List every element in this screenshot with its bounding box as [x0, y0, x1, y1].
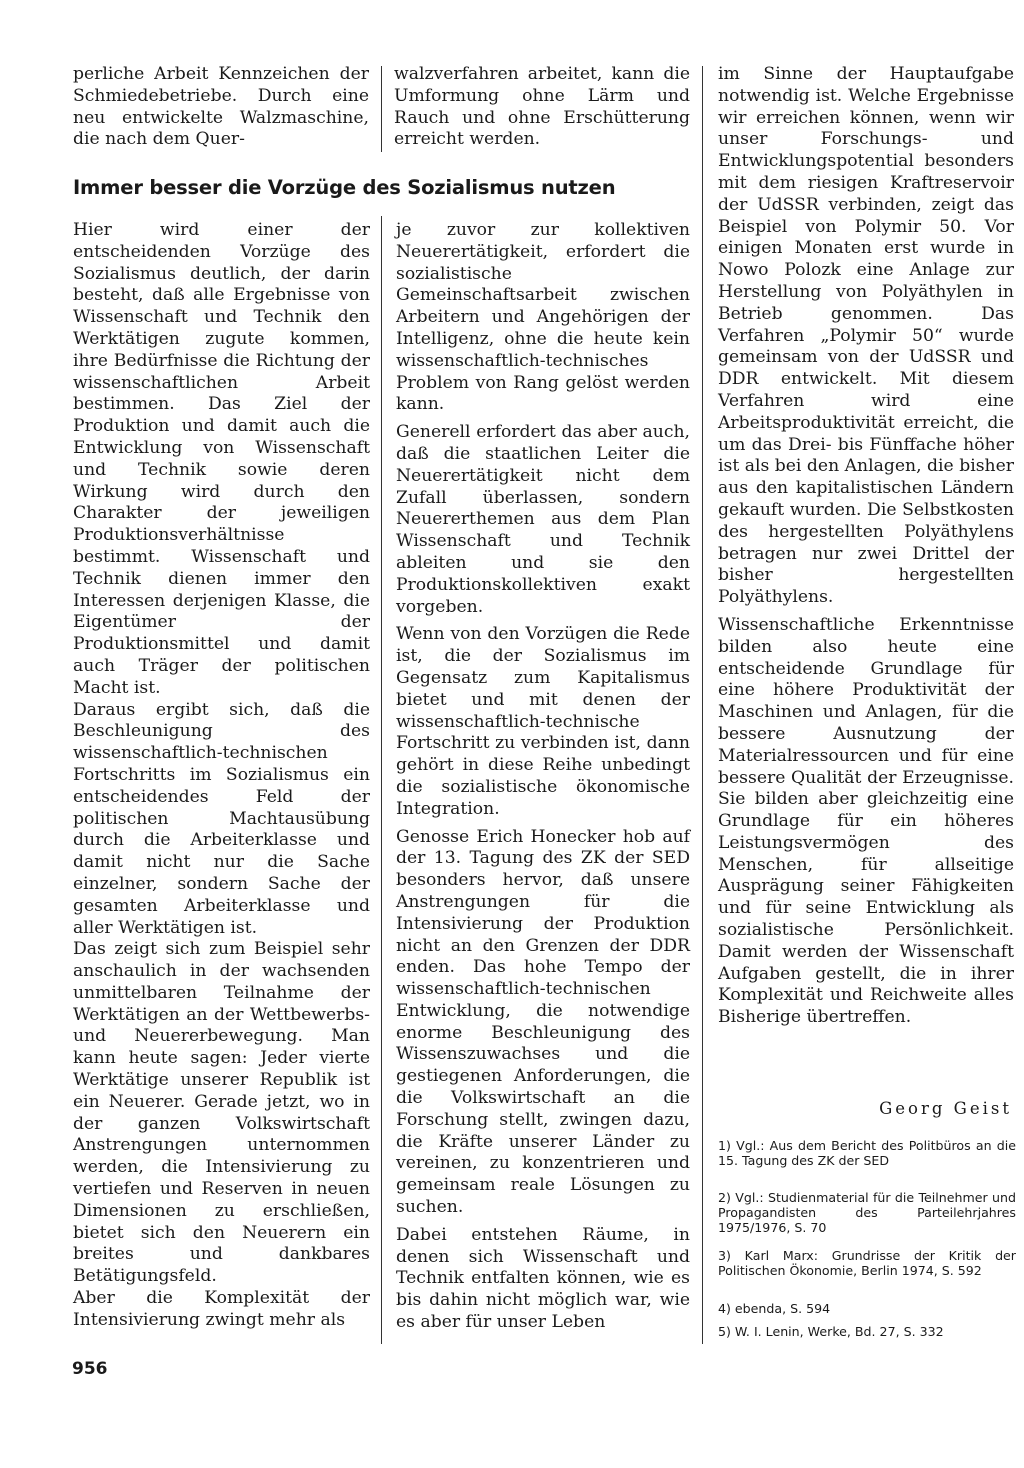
page-number: 956 — [72, 1359, 108, 1379]
column-2 — [396, 220, 690, 1334]
paragraph: Das zeigt sich zum Beispiel sehr anschaulich in der wachsenden unmittelbaren Teilnahme der Werktätigen an der Wettbewerbs- und Neuererbewegung. Man kann heute sagen: Jeder vierte Werktätige unserer Republik ist ein Neuerer. Gerade jetzt, wo in der ganzen Volkswirtschaft Anstrengungen unternommen werden, die Intensivierung zu vertiefen und Reserven in neuen Dimensionen zu erschließen, bietet sich den Neuerern ein breites und dankbares Betätigungsfeld. — [73, 939, 370, 1287]
paragraph: Wenn von den Vorzügen die Rede ist, die der Sozialismus im Gegensatz zum Kapitalismus bietet und mit denen der wissenschaftlich-technische Fortschritt zu verbinden ist, dann gehört in diese Reihe unbedingt die sozialistische ökonomische Integration. — [396, 624, 690, 819]
paragraph: im Sinne der Hauptaufgabe notwendig ist. Welche Ergebnisse wir erreichen können, wenn wir unser Forschungs- und Entwicklungspotential besonders mit dem riesigen Kraftreservoir der UdSSR verbinden, zeigt das Beispiel von Polymir 50. Vor einigen Monaten erst wurde in Nowo Polozk eine Anlage zur Herstellung von Polyäthylen in Betrieb genommen. Das Verfahren „Polymir 50“ wurde gemeinsam von der UdSSR und DDR entwickelt. Mit diesem Verfahren wird eine Arbeitsproduktivität erreicht, die um das Drei- bis Fünffache höher ist als bei den Anlagen, die bisher aus den kapitalistischen Ländern gekauft wurden. Die Selbstkosten des hergestellten Polyäthylens betragen nur zwei Drittel der bisher hergestellten Polyäthylens. — [718, 64, 1014, 608]
paragraph: Wissenschaftliche Erkenntnisse bilden also heute eine entscheidende Grundlage für eine höhere Produktivität der Maschinen und Anlagen, für die bessere Ausnutzung der Materialressourcen und für eine bessere Qualität der Erzeugnisse. Sie bilden aber gleichzeitig eine Grundlage für ein höheres Leistungsvermögen des Menschen, für allseitige Ausprägung seiner Fähigkeiten und für seine Entwicklung als sozialistische Persönlichkeit. Damit werden der Wissenschaft Aufgaben gestellt, die in ihrer Komplexität und Reichweite alles Bisherige übertreffen. — [718, 614, 1014, 1028]
footnote: 2) Vgl.: Studienmaterial für die Teilnehmer und Propagandisten des Parteilehrjahres 1975/1976, S. 70 — [718, 1190, 1016, 1235]
footnote: 1) Vgl.: Aus dem Bericht des Politbüros an die 15. Tagung des ZK der SED — [718, 1138, 1016, 1168]
paragraph: perliche Arbeit Kennzeichen der Schmiedebetriebe. Durch eine neu entwickelte Walzmaschine, die nach dem Quer- — [73, 64, 369, 150]
column-divider — [702, 66, 703, 1344]
footnote: 3) Karl Marx: Grundrisse der Kritik der Politischen Ökonomie, Berlin 1974, S. 592 — [718, 1248, 1016, 1278]
top-paragraph-col1 — [73, 64, 369, 151]
paragraph: Aber die Komplexität der Intensivierung zwingt mehr als — [73, 1288, 370, 1330]
footnote: 5) W. I. Lenin, Werke, Bd. 27, S. 332 — [718, 1324, 944, 1339]
paragraph: Daraus ergibt sich, daß die Beschleunigung des wissenschaftlich-technischen Fortschritts im Sozialismus ein entscheidendes Feld der politischen Machtausübung durch die Arbeiterklasse und damit nicht nur die Sache einzelner, sondern Sache der gesamten Arbeiterklasse und aller Werktätigen ist. — [73, 699, 370, 938]
paragraph: je zuvor zur kollektiven Neuerertätigkeit, erfordert die sozialistische Gemeinschaftsarbeit zwischen Arbeitern und Angehörigen der Intelligenz, ohne die heute kein wissenschaftlich-technisches Problem von Rang gelöst werden kann. — [396, 220, 690, 415]
paragraph: walzverfahren arbeitet, kann die Umformung ohne Lärm und Rauch und ohne Erschütterung erreicht werden. — [394, 64, 690, 150]
paragraph: Dabei entstehen Räume, in denen sich Wissenschaft und Technik entfalten können, wie es bis dahin nicht möglich war, wie es aber für unser Leben — [396, 1224, 690, 1333]
paragraph: Genosse Erich Honecker hob auf der 13. Tagung des ZK der SED besonders hervor, daß unsere Anstrengungen für die Intensivierung der Produktion nicht an den Grenzen der DDR enden. Das hohe Tempo der wissenschaftlich-technischen Entwicklung, die notwendige enorme Beschleunigung des Wissenszuwachses und die gestiegenen Anforderungen, die die Volkswirtschaft an die Forschung stellt, zwingen dazu, die Kräfte unserer Länder zu vereinen, zu konzentrieren und gemeinsam reale Lösungen zu suchen. — [396, 826, 690, 1218]
paragraph: Hier wird einer der entscheidenden Vorzüge des Sozialismus deutlich, der darin besteht, daß alle Ergebnisse von Wissenschaft und Technik den Werktätigen zugute kommen, ihre Bedürfnisse die Richtung der wissenschaftlichen Arbeit bestimmen. Das Ziel der Produktion und damit auch die Entwicklung von Wissenschaft und Technik sowie deren Wirkung wird durch den Charakter der jeweiligen Produktionsverhältnisse bestimmt. Wissenschaft und Technik dienen immer den Interessen derjenigen Klasse, die Eigentümer der Produktionsmittel und damit auch Träger der politischen Macht ist. — [73, 220, 370, 698]
paragraph: Generell erfordert das aber auch, daß die staatlichen Leiter die Neuerertätigkeit nicht dem Zufall überlassen, sondern Neuererthemen aus dem Plan Wissenschaft und Technik ableiten und sie den Produktionskollektiven exakt vorgeben. — [396, 422, 690, 617]
column-3 — [718, 64, 1014, 1029]
column-divider — [381, 216, 382, 1344]
column-1 — [73, 220, 370, 1332]
column-divider — [381, 66, 382, 152]
article-heading: Immer besser die Vorzüge des Sozialismus nutzen — [73, 176, 616, 199]
footnote: 4) ebenda, S. 594 — [718, 1301, 831, 1316]
top-paragraph-col2 — [394, 64, 690, 151]
author-signature: Georg Geist — [879, 1099, 1012, 1118]
